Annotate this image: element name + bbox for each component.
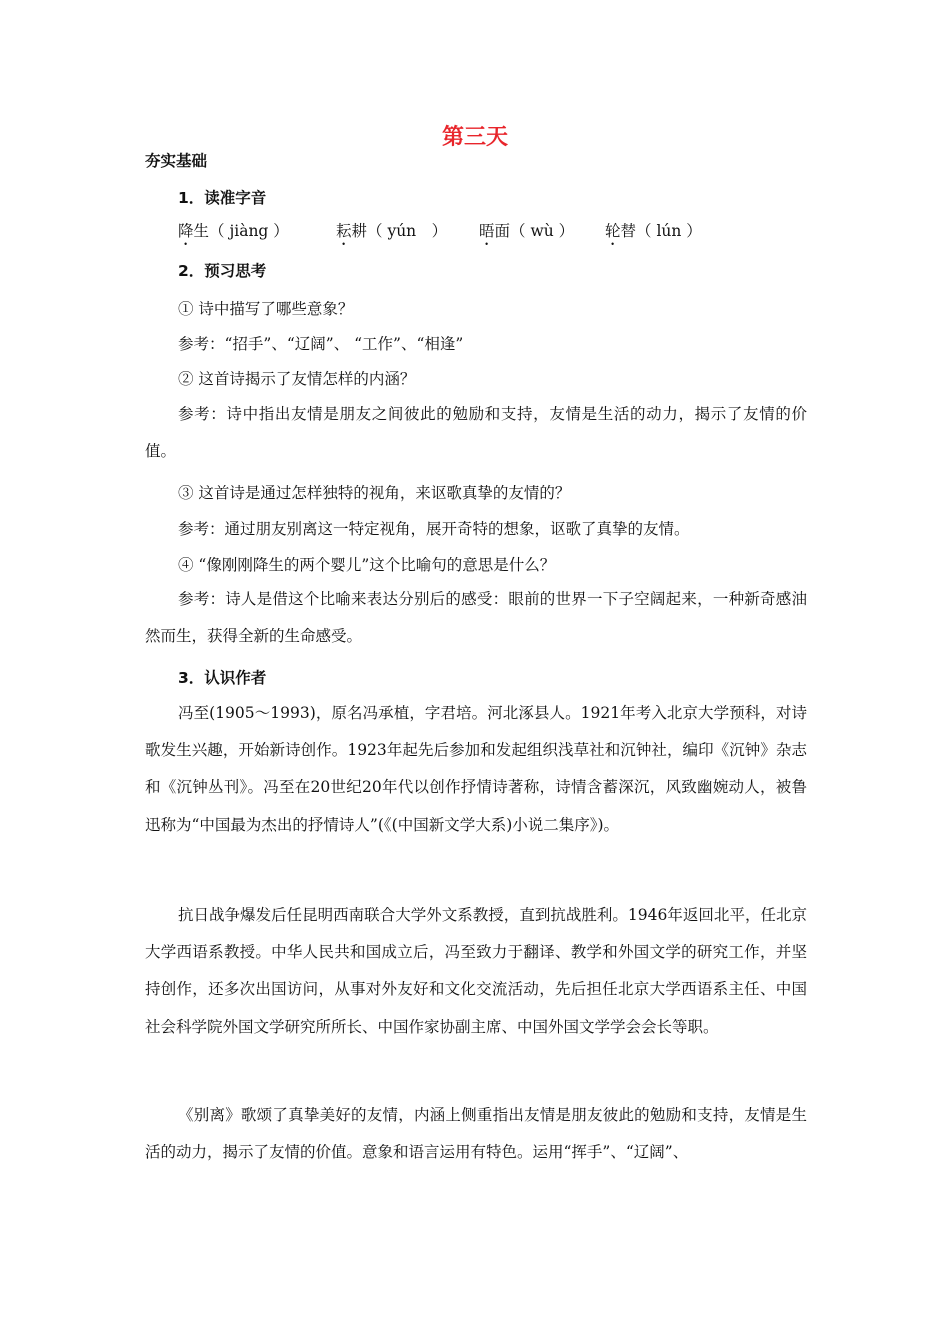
pinyin-item: [336, 219, 447, 249]
question-4: ④ “像刚刚降生的两个婴儿”这个比喻句的意思是什么？: [178, 556, 556, 574]
pronunciation-list: [178, 219, 818, 247]
question-2: ② 这首诗揭示了友情怎样的内涵？: [178, 370, 416, 388]
pinyin-text: 面（ wù ）: [494, 222, 575, 240]
author-paragraph-1: 冯至(1905～1993)，原名冯承植，字君培。河北涿县人。1921年考入北京大学预科，对诗歌发生兴趣，开始新诗创作。1923年起先后参加和发起组织浅草社和沉钟社，编印《沉钟》杂志和《沉钟丛刊》。冯至在20世纪20年代以创作抒情诗著称，诗情含蓄深沉，风致幽婉动人，被鲁迅称为“中国最为杰出的抒情诗人”(《(中国新文学大系)小说二集序》)。: [145, 704, 807, 834]
emphasized-char: 轮: [605, 222, 621, 240]
emphasized-char: 降: [178, 222, 194, 240]
answer-2: 参考：诗中指出友情是朋友之间彼此的勉励和支持，友情是生活的动力，揭示了友情的价值。: [145, 405, 807, 461]
author-paragraph-2: 抗日战争爆发后任昆明西南联合大学外文系教授，直到抗战胜利。1946年返回北平，任北京大学西语系教授。中华人民共和国成立后，冯至致力于翻译、教学和外国文学的研究工作，并坚持创作，还多次出国访问，从事对外友好和文化交流活动，先后担任北京大学西语系主任、中国社会科学院外国文学研究所所长、中国作家协副主席、中国外国文学学会会长等职。: [145, 906, 807, 1036]
author-heading: 3．认识作者: [178, 669, 267, 687]
answer-1: 参考：“招手”、“辽阔”、 “工作”、“相逢”: [178, 335, 464, 353]
pinyin-text: 生（ jiàng ）: [193, 222, 289, 240]
pronunciation-heading: 1．读准字音: [178, 189, 267, 207]
author-paragraph-3: 《别离》歌颂了真挚美好的友情，内涵上侧重指出友情是朋友彼此的勉励和支持，友情是生活的动力，揭示了友情的价值。意象和语言运用有特色。运用“挥手”、“辽阔”、: [145, 1106, 807, 1162]
emphasized-char: 晤: [479, 222, 495, 240]
answer-3: 参考：通过朋友别离这一特定视角，展开奇特的想象，讴歌了真挚的友情。: [178, 520, 690, 538]
question-1: ① 诗中描写了哪些意象？: [178, 300, 354, 318]
pinyin-text: 替（ lún ）: [620, 222, 702, 240]
pinyin-item: [479, 219, 574, 249]
emphasized-char: 耘: [336, 222, 352, 240]
preview-heading: 2．预习思考: [178, 262, 267, 280]
pinyin-item: [178, 219, 289, 249]
pinyin-item: [605, 219, 702, 249]
answer-4: 参考：诗人是借这个比喻来表达分别后的感受：眼前的世界一下子空阔起来，一种新奇感油然而生，获得全新的生命感受。: [145, 590, 807, 646]
page-title: 第三天: [441, 125, 508, 150]
question-3: ③ 这首诗是通过怎样独特的视角，来讴歌真挚的友情的？: [178, 484, 571, 502]
section-heading: 夯实基础: [145, 152, 208, 170]
pinyin-text: 耕（ yún ）: [351, 222, 448, 240]
